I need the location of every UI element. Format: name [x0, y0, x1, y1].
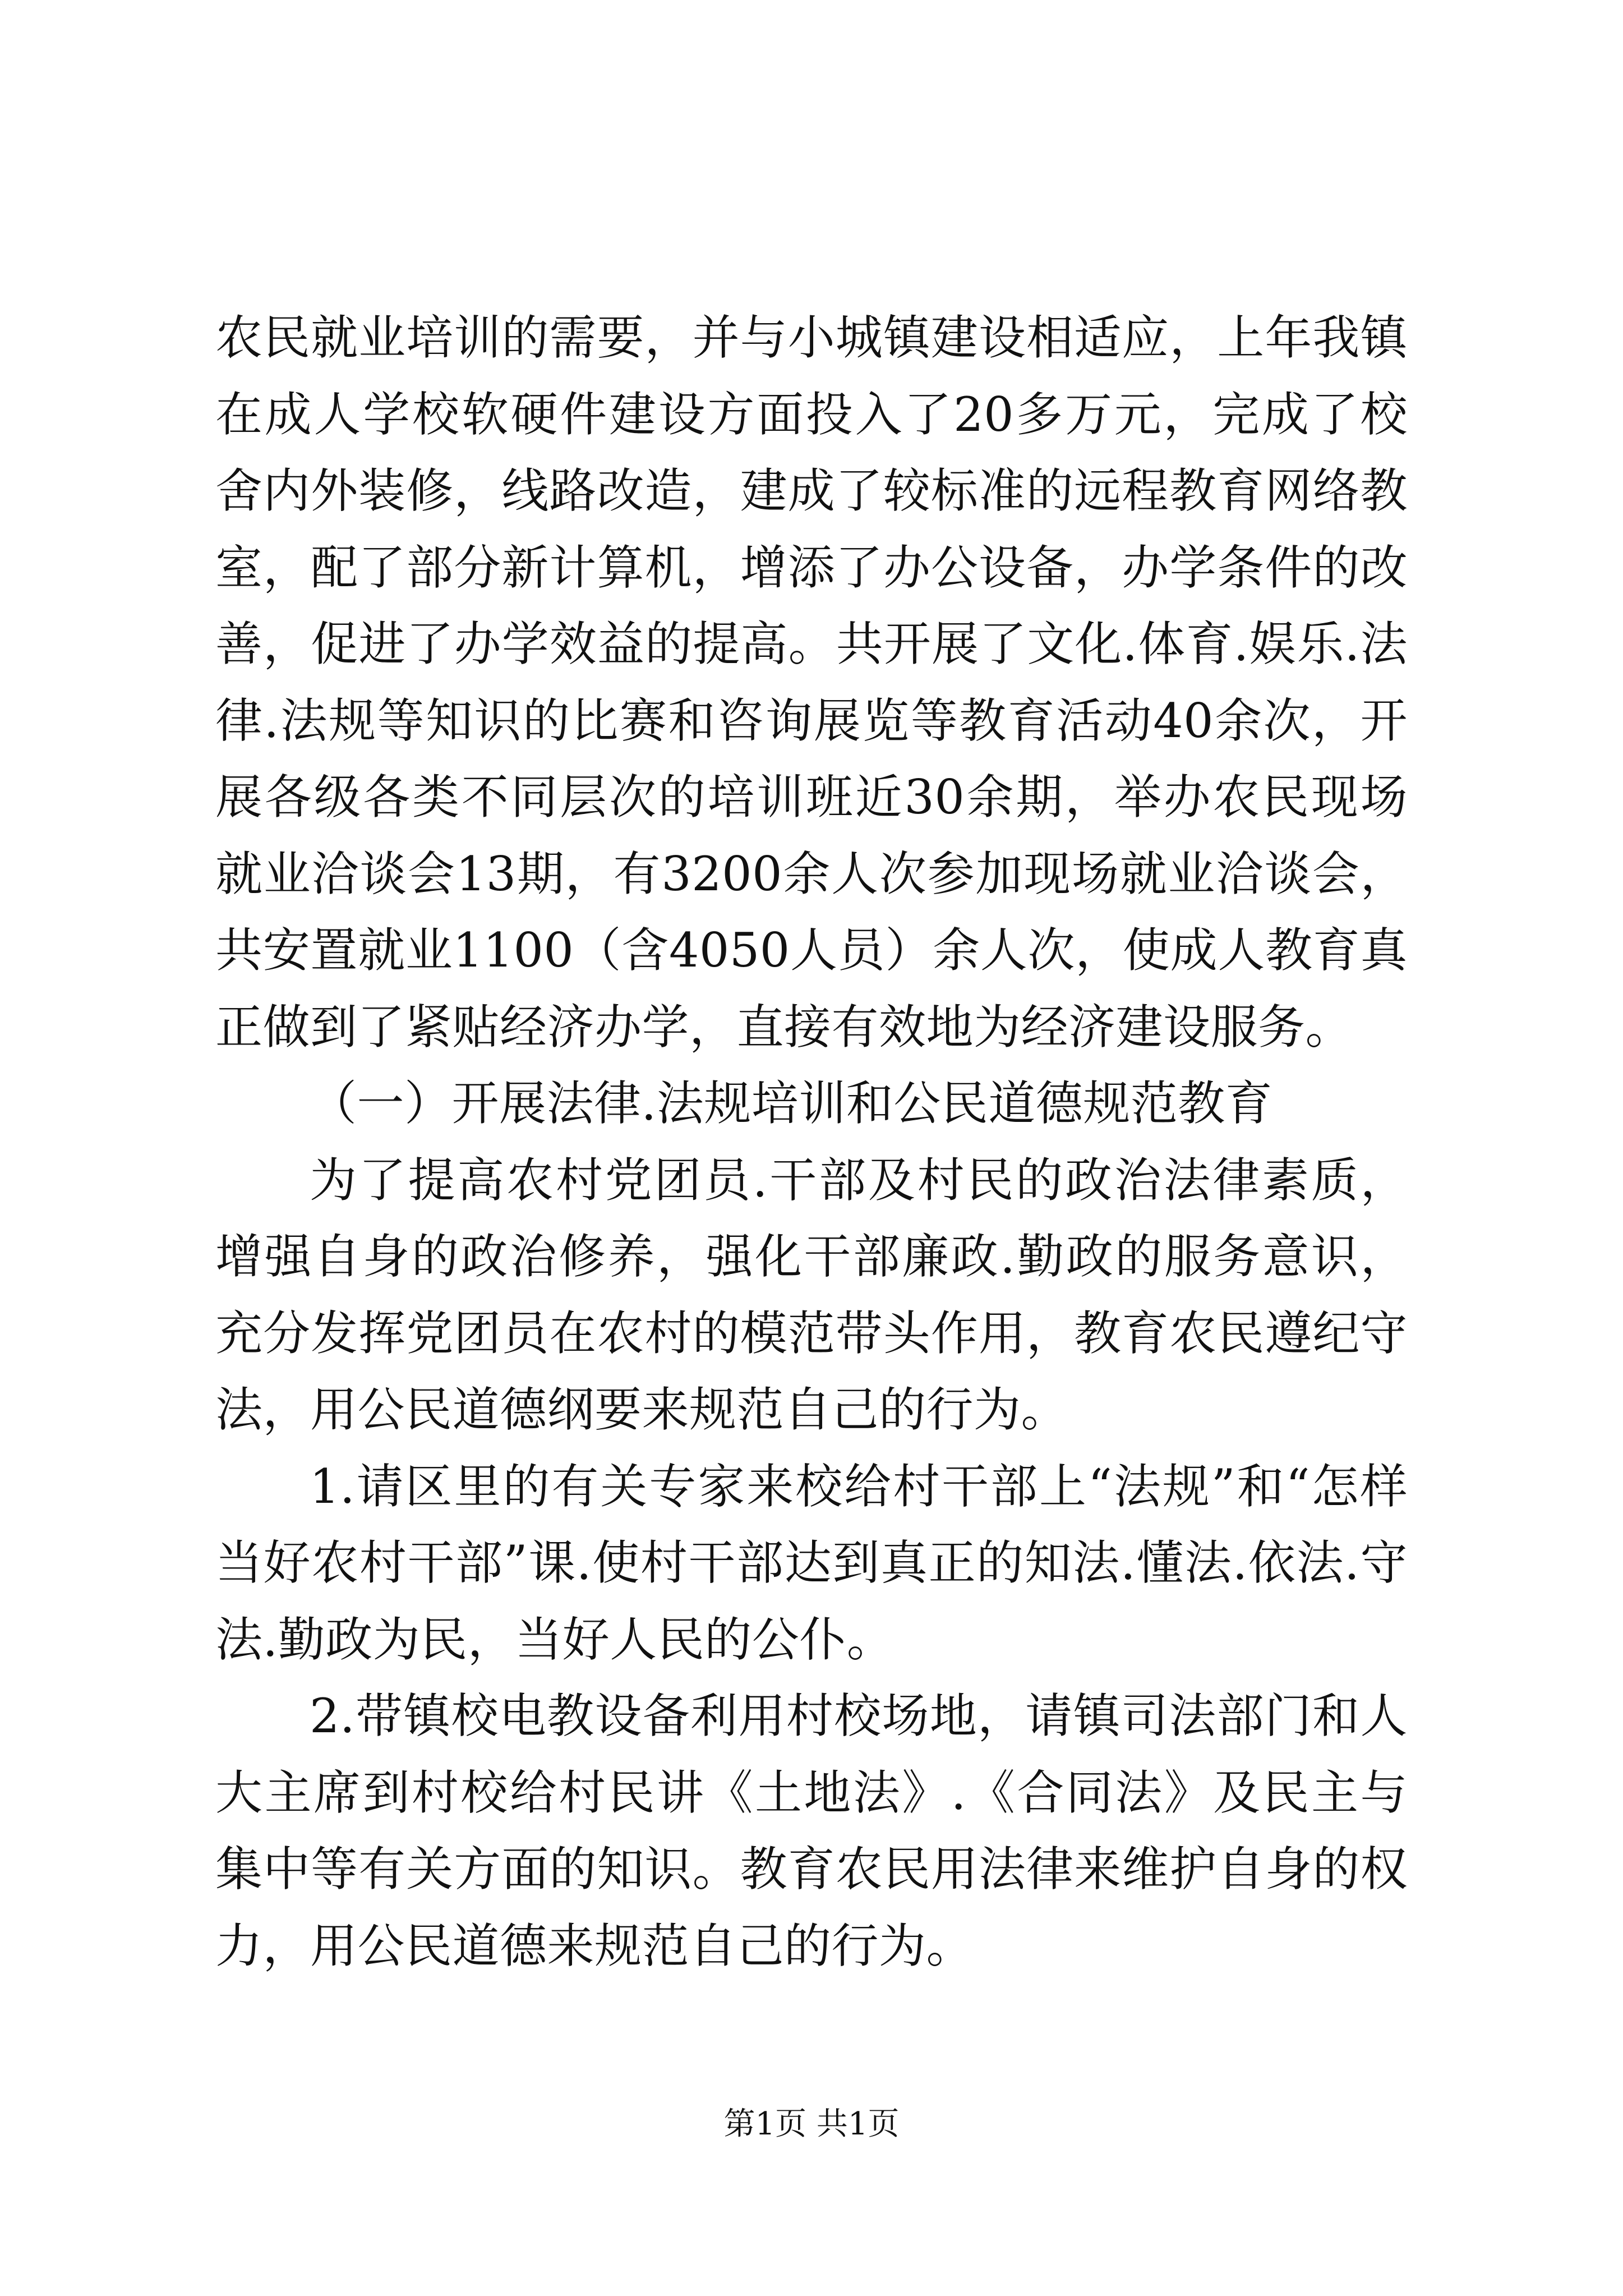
page-footer: 第1页 共1页: [723, 2106, 900, 2142]
numbered-item: 2.带镇校电教设备利用村校场地，请镇司法部门和人大主席到村校给村民讲《土地法》.《合同法》及民主与集中等有关方面的知识。教育农民用法律来维护自身的权力，用公民道德来规范自己的行为。: [215, 1688, 1408, 1973]
section-heading: （一）开展法律.法规培训和公民道德规范教育: [310, 1076, 1273, 1131]
document-body: [215, 300, 1408, 1984]
body-paragraph: 农民就业培训的需要，并与小城镇建设相适应，上年我镇在成人学校软硬件建设方面投入了20多万元，完成了校舍内外装修，线路改造，建成了较标准的远程教育网络教室，配了部分新计算机，增添了办公设备，办学条件的改善，促进了办学效益的提高。共开展了文化.体育.娱乐.法律.法规等知识的比赛和咨询展览等教育活动40余次，开展各级各类不同层次的培训班近30余期，举办农民现场就业洽谈会13期，有3200余人次参加现场就业洽谈会，共安置就业1100（含4050人员）余人次，使成人教育真正做到了紧贴经济办学，直接有效地为经济建设服务。: [215, 310, 1408, 1055]
numbered-item: 1.请区里的有关专家来校给村干部上“法规”和“怎样当好农村干部”课.使村干部达到真正的知法.懂法.依法.守法.勤政为民，当好人民的公仆。: [215, 1458, 1408, 1667]
body-paragraph: 为了提高农村党团员.干部及村民的政治法律素质，增强自身的政治修养，强化干部廉政.勤政的服务意识，充分发挥党团员在农村的模范带头作用，教育农民遵纪守法，用公民道德纲要来规范自己的行为。: [215, 1152, 1408, 1437]
